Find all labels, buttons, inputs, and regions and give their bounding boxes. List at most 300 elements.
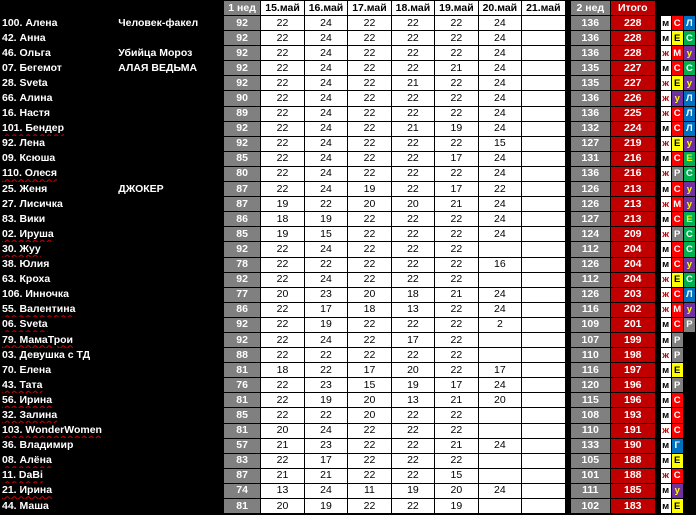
- day-score[interactable]: 21: [435, 287, 478, 302]
- day-score[interactable]: 22: [391, 46, 434, 61]
- day-score[interactable]: [522, 61, 565, 76]
- day-score[interactable]: 22: [261, 378, 304, 393]
- day-score[interactable]: 24: [478, 121, 521, 136]
- table-row[interactable]: [0, 121, 696, 136]
- day-score[interactable]: 22: [348, 121, 391, 136]
- day-score[interactable]: [522, 287, 565, 302]
- total-score[interactable]: 219: [611, 136, 655, 151]
- header-day[interactable]: 15.май: [261, 1, 304, 16]
- day-score[interactable]: [478, 242, 521, 257]
- week1-score[interactable]: 85: [223, 151, 260, 166]
- day-score[interactable]: 22: [391, 136, 434, 151]
- table-row[interactable]: [0, 76, 696, 91]
- day-score[interactable]: 17: [391, 332, 434, 347]
- table-row[interactable]: [0, 483, 696, 498]
- week2-score[interactable]: 116: [570, 363, 610, 378]
- day-score[interactable]: 22: [348, 423, 391, 438]
- day-score[interactable]: 22: [391, 182, 434, 197]
- day-score[interactable]: 22: [348, 453, 391, 468]
- day-score[interactable]: 24: [304, 106, 347, 121]
- week1-score[interactable]: 92: [223, 46, 260, 61]
- week2-score[interactable]: 115: [570, 393, 610, 408]
- total-score[interactable]: 190: [611, 438, 655, 453]
- day-score[interactable]: 22: [391, 212, 434, 227]
- table-row[interactable]: [0, 136, 696, 151]
- week2-score[interactable]: 116: [570, 302, 610, 317]
- day-score[interactable]: 24: [304, 121, 347, 136]
- day-score[interactable]: 13: [261, 483, 304, 498]
- week1-score[interactable]: 92: [223, 76, 260, 91]
- player-name[interactable]: 09. Ксюша: [0, 151, 118, 166]
- week2-score[interactable]: 136: [570, 46, 610, 61]
- day-score[interactable]: 24: [304, 31, 347, 46]
- player-name[interactable]: 16. Настя: [0, 106, 118, 121]
- day-score[interactable]: 24: [478, 61, 521, 76]
- day-score[interactable]: 22: [391, 499, 434, 514]
- header-week2[interactable]: 2 нед: [570, 1, 610, 16]
- table-row[interactable]: [0, 363, 696, 378]
- day-score[interactable]: [478, 272, 521, 287]
- day-score[interactable]: 24: [304, 151, 347, 166]
- day-score[interactable]: 17: [304, 302, 347, 317]
- day-score[interactable]: 18: [261, 212, 304, 227]
- week1-score[interactable]: 74: [223, 483, 260, 498]
- player-name[interactable]: 110. Олеся: [0, 166, 118, 181]
- total-score[interactable]: 196: [611, 378, 655, 393]
- day-score[interactable]: [522, 378, 565, 393]
- week2-score[interactable]: 124: [570, 227, 610, 242]
- day-score[interactable]: 24: [478, 151, 521, 166]
- week2-score[interactable]: 132: [570, 121, 610, 136]
- day-score[interactable]: 22: [391, 438, 434, 453]
- day-score[interactable]: 19: [391, 483, 434, 498]
- day-score[interactable]: 19: [348, 182, 391, 197]
- day-score[interactable]: 22: [391, 468, 434, 483]
- total-score[interactable]: 198: [611, 348, 655, 363]
- week2-score[interactable]: 136: [570, 106, 610, 121]
- player-name[interactable]: 46. Ольга: [0, 46, 118, 61]
- player-name[interactable]: 56. Ирина: [0, 393, 118, 408]
- day-score[interactable]: 24: [478, 227, 521, 242]
- day-score[interactable]: 22: [304, 348, 347, 363]
- week1-score[interactable]: 92: [223, 317, 260, 332]
- day-score[interactable]: 22: [348, 91, 391, 106]
- day-score[interactable]: [478, 408, 521, 423]
- week1-score[interactable]: 77: [223, 287, 260, 302]
- day-score[interactable]: 21: [435, 61, 478, 76]
- player-name[interactable]: 36. Владимир: [0, 438, 118, 453]
- day-score[interactable]: 20: [348, 287, 391, 302]
- total-score[interactable]: 202: [611, 302, 655, 317]
- day-score[interactable]: 22: [348, 438, 391, 453]
- day-score[interactable]: 22: [435, 31, 478, 46]
- day-score[interactable]: [478, 468, 521, 483]
- week1-score[interactable]: 92: [223, 242, 260, 257]
- day-score[interactable]: 22: [348, 31, 391, 46]
- day-score[interactable]: [522, 151, 565, 166]
- day-score[interactable]: [522, 227, 565, 242]
- day-score[interactable]: 22: [391, 31, 434, 46]
- player-name[interactable]: 66. Алина: [0, 91, 118, 106]
- day-score[interactable]: 22: [261, 408, 304, 423]
- day-score[interactable]: 22: [435, 257, 478, 272]
- day-score[interactable]: 22: [304, 363, 347, 378]
- day-score[interactable]: 22: [391, 348, 434, 363]
- total-score[interactable]: 209: [611, 227, 655, 242]
- player-name[interactable]: 103. WonderWomen: [0, 423, 118, 438]
- week1-score[interactable]: 87: [223, 197, 260, 212]
- day-score[interactable]: 19: [304, 499, 347, 514]
- week2-score[interactable]: 109: [570, 317, 610, 332]
- table-row[interactable]: [0, 287, 696, 302]
- day-score[interactable]: 2: [478, 317, 521, 332]
- player-name[interactable]: 03. Девушка с ТД: [0, 348, 118, 363]
- day-score[interactable]: [522, 136, 565, 151]
- total-score[interactable]: 227: [611, 61, 655, 76]
- day-score[interactable]: [522, 483, 565, 498]
- day-score[interactable]: 19: [391, 378, 434, 393]
- day-score[interactable]: 24: [478, 438, 521, 453]
- player-name[interactable]: 02. Ируша: [0, 227, 118, 242]
- day-score[interactable]: 20: [261, 287, 304, 302]
- day-score[interactable]: [522, 317, 565, 332]
- day-score[interactable]: [522, 31, 565, 46]
- day-score[interactable]: 20: [261, 499, 304, 514]
- day-score[interactable]: [522, 408, 565, 423]
- day-score[interactable]: 22: [435, 166, 478, 181]
- player-name[interactable]: 06. Sveta: [0, 317, 118, 332]
- day-score[interactable]: 20: [261, 423, 304, 438]
- day-score[interactable]: [522, 332, 565, 347]
- day-score[interactable]: [522, 212, 565, 227]
- day-score[interactable]: 22: [261, 76, 304, 91]
- table-row[interactable]: [0, 227, 696, 242]
- day-score[interactable]: 21: [435, 197, 478, 212]
- player-name[interactable]: 28. Sveta: [0, 76, 118, 91]
- week2-score[interactable]: 110: [570, 423, 610, 438]
- week2-score[interactable]: 102: [570, 499, 610, 514]
- table-row[interactable]: [0, 453, 696, 468]
- week1-score[interactable]: 85: [223, 227, 260, 242]
- day-score[interactable]: 22: [348, 332, 391, 347]
- day-score[interactable]: 22: [348, 76, 391, 91]
- day-score[interactable]: [522, 272, 565, 287]
- day-score[interactable]: 22: [348, 106, 391, 121]
- day-score[interactable]: 13: [391, 393, 434, 408]
- week1-score[interactable]: 86: [223, 302, 260, 317]
- day-score[interactable]: 21: [391, 76, 434, 91]
- day-score[interactable]: 22: [261, 106, 304, 121]
- day-score[interactable]: 22: [261, 121, 304, 136]
- week1-score[interactable]: 76: [223, 378, 260, 393]
- day-score[interactable]: 24: [478, 46, 521, 61]
- day-score[interactable]: 22: [261, 393, 304, 408]
- day-score[interactable]: 16: [478, 257, 521, 272]
- day-score[interactable]: [478, 332, 521, 347]
- table-row[interactable]: [0, 106, 696, 121]
- day-score[interactable]: 21: [304, 468, 347, 483]
- day-score[interactable]: 19: [435, 499, 478, 514]
- total-score[interactable]: 225: [611, 106, 655, 121]
- total-score[interactable]: 216: [611, 151, 655, 166]
- day-score[interactable]: 24: [304, 166, 347, 181]
- week2-score[interactable]: 101: [570, 468, 610, 483]
- day-score[interactable]: [522, 257, 565, 272]
- total-score[interactable]: 188: [611, 453, 655, 468]
- total-score[interactable]: 203: [611, 287, 655, 302]
- table-row[interactable]: [0, 31, 696, 46]
- day-score[interactable]: 17: [478, 363, 521, 378]
- day-score[interactable]: [522, 242, 565, 257]
- day-score[interactable]: 19: [304, 317, 347, 332]
- day-score[interactable]: 23: [304, 287, 347, 302]
- day-score[interactable]: [522, 393, 565, 408]
- table-row[interactable]: [0, 16, 696, 31]
- day-score[interactable]: 22: [435, 453, 478, 468]
- day-score[interactable]: [522, 453, 565, 468]
- table-row[interactable]: [0, 438, 696, 453]
- week2-score[interactable]: 131: [570, 151, 610, 166]
- total-score[interactable]: 226: [611, 91, 655, 106]
- day-score[interactable]: 22: [348, 317, 391, 332]
- total-score[interactable]: 213: [611, 212, 655, 227]
- week1-score[interactable]: 85: [223, 408, 260, 423]
- day-score[interactable]: 22: [391, 16, 434, 31]
- day-score[interactable]: 22: [435, 363, 478, 378]
- day-score[interactable]: 22: [261, 166, 304, 181]
- week1-score[interactable]: 81: [223, 499, 260, 514]
- week2-score[interactable]: 112: [570, 272, 610, 287]
- player-name[interactable]: 101. Бендер: [0, 121, 118, 136]
- day-score[interactable]: 11: [348, 483, 391, 498]
- table-row[interactable]: [0, 166, 696, 181]
- day-score[interactable]: 22: [304, 197, 347, 212]
- player-name[interactable]: 83. Вики: [0, 212, 118, 227]
- day-score[interactable]: 22: [348, 499, 391, 514]
- week2-score[interactable]: 111: [570, 483, 610, 498]
- table-row[interactable]: [0, 91, 696, 106]
- week1-score[interactable]: 92: [223, 61, 260, 76]
- day-score[interactable]: 20: [348, 393, 391, 408]
- day-score[interactable]: 18: [261, 363, 304, 378]
- day-score[interactable]: 22: [435, 227, 478, 242]
- day-score[interactable]: [522, 166, 565, 181]
- day-score[interactable]: 22: [261, 151, 304, 166]
- day-score[interactable]: 22: [261, 257, 304, 272]
- table-row[interactable]: [0, 257, 696, 272]
- day-score[interactable]: 22: [435, 76, 478, 91]
- day-score[interactable]: [522, 182, 565, 197]
- total-score[interactable]: 228: [611, 31, 655, 46]
- day-score[interactable]: 22: [348, 166, 391, 181]
- day-score[interactable]: 22: [391, 106, 434, 121]
- table-row[interactable]: [0, 317, 696, 332]
- day-score[interactable]: 22: [348, 46, 391, 61]
- day-score[interactable]: 22: [261, 348, 304, 363]
- day-score[interactable]: 22: [391, 408, 434, 423]
- day-score[interactable]: 22: [435, 408, 478, 423]
- day-score[interactable]: 22: [435, 302, 478, 317]
- day-score[interactable]: 24: [478, 16, 521, 31]
- day-score[interactable]: 20: [435, 483, 478, 498]
- day-score[interactable]: 22: [348, 212, 391, 227]
- week1-score[interactable]: 92: [223, 31, 260, 46]
- day-score[interactable]: 21: [391, 121, 434, 136]
- day-score[interactable]: 21: [435, 438, 478, 453]
- total-score[interactable]: 183: [611, 499, 655, 514]
- week1-score[interactable]: 87: [223, 468, 260, 483]
- week1-score[interactable]: 92: [223, 121, 260, 136]
- week1-score[interactable]: 86: [223, 212, 260, 227]
- day-score[interactable]: 24: [478, 106, 521, 121]
- week2-score[interactable]: 136: [570, 91, 610, 106]
- week1-score[interactable]: 57: [223, 438, 260, 453]
- week1-score[interactable]: 87: [223, 182, 260, 197]
- day-score[interactable]: 22: [391, 151, 434, 166]
- total-score[interactable]: 201: [611, 317, 655, 332]
- day-score[interactable]: 22: [304, 257, 347, 272]
- week2-score[interactable]: 135: [570, 61, 610, 76]
- week1-score[interactable]: 92: [223, 16, 260, 31]
- player-name[interactable]: 79. МамаТрои: [0, 332, 118, 347]
- week2-score[interactable]: 126: [570, 182, 610, 197]
- day-score[interactable]: 24: [304, 91, 347, 106]
- week1-score[interactable]: 78: [223, 257, 260, 272]
- day-score[interactable]: 22: [261, 182, 304, 197]
- day-score[interactable]: [522, 197, 565, 212]
- player-name[interactable]: 70. Елена: [0, 363, 118, 378]
- day-score[interactable]: 22: [435, 46, 478, 61]
- day-score[interactable]: 19: [435, 121, 478, 136]
- day-score[interactable]: [522, 348, 565, 363]
- table-row[interactable]: [0, 272, 696, 287]
- total-score[interactable]: 196: [611, 393, 655, 408]
- table-row[interactable]: [0, 212, 696, 227]
- player-name[interactable]: 08. Алёна: [0, 453, 118, 468]
- day-score[interactable]: 22: [435, 212, 478, 227]
- day-score[interactable]: 22: [348, 242, 391, 257]
- day-score[interactable]: 22: [261, 31, 304, 46]
- day-score[interactable]: 17: [435, 378, 478, 393]
- player-name[interactable]: 38. Юлия: [0, 257, 118, 272]
- player-name[interactable]: 30. Жуу: [0, 242, 118, 257]
- day-score[interactable]: 22: [348, 227, 391, 242]
- day-score[interactable]: 22: [348, 16, 391, 31]
- day-score[interactable]: 22: [391, 317, 434, 332]
- day-score[interactable]: 24: [304, 332, 347, 347]
- table-row[interactable]: [0, 46, 696, 61]
- total-score[interactable]: 199: [611, 332, 655, 347]
- day-score[interactable]: [478, 348, 521, 363]
- day-score[interactable]: 17: [304, 453, 347, 468]
- day-score[interactable]: 22: [348, 151, 391, 166]
- player-name[interactable]: 42. Анна: [0, 31, 118, 46]
- total-score[interactable]: 204: [611, 242, 655, 257]
- total-score[interactable]: 193: [611, 408, 655, 423]
- week2-score[interactable]: 136: [570, 31, 610, 46]
- week1-score[interactable]: 92: [223, 136, 260, 151]
- day-score[interactable]: 24: [478, 76, 521, 91]
- table-row[interactable]: [0, 348, 696, 363]
- header-day[interactable]: 20.май: [478, 1, 521, 16]
- day-score[interactable]: 15: [348, 378, 391, 393]
- day-score[interactable]: 23: [304, 378, 347, 393]
- day-score[interactable]: 21: [435, 393, 478, 408]
- day-score[interactable]: [478, 499, 521, 514]
- day-score[interactable]: 22: [261, 61, 304, 76]
- day-score[interactable]: [522, 363, 565, 378]
- day-score[interactable]: 22: [348, 136, 391, 151]
- day-score[interactable]: 17: [348, 363, 391, 378]
- day-score[interactable]: 22: [435, 242, 478, 257]
- week2-score[interactable]: 105: [570, 453, 610, 468]
- header-week1[interactable]: 1 нед: [223, 1, 260, 16]
- day-score[interactable]: 22: [435, 16, 478, 31]
- day-score[interactable]: 19: [261, 197, 304, 212]
- week2-score[interactable]: 126: [570, 287, 610, 302]
- day-score[interactable]: 22: [435, 423, 478, 438]
- week2-score[interactable]: 136: [570, 166, 610, 181]
- day-score[interactable]: 22: [391, 272, 434, 287]
- day-score[interactable]: 22: [261, 46, 304, 61]
- day-score[interactable]: 22: [348, 348, 391, 363]
- total-score[interactable]: 188: [611, 468, 655, 483]
- day-score[interactable]: 24: [304, 76, 347, 91]
- week2-score[interactable]: 127: [570, 136, 610, 151]
- total-score[interactable]: 216: [611, 166, 655, 181]
- table-row[interactable]: [0, 423, 696, 438]
- day-score[interactable]: 22: [261, 453, 304, 468]
- day-score[interactable]: 24: [304, 182, 347, 197]
- day-score[interactable]: 22: [261, 332, 304, 347]
- day-score[interactable]: 21: [261, 468, 304, 483]
- day-score[interactable]: 20: [391, 363, 434, 378]
- day-score[interactable]: 15: [478, 136, 521, 151]
- total-score[interactable]: 213: [611, 197, 655, 212]
- day-score[interactable]: 22: [391, 423, 434, 438]
- day-score[interactable]: 22: [348, 257, 391, 272]
- week2-score[interactable]: 112: [570, 242, 610, 257]
- day-score[interactable]: 24: [478, 31, 521, 46]
- player-name[interactable]: 43. Тата: [0, 378, 118, 393]
- day-score[interactable]: 24: [478, 212, 521, 227]
- day-score[interactable]: 15: [304, 227, 347, 242]
- day-score[interactable]: 21: [261, 438, 304, 453]
- week2-score[interactable]: 107: [570, 332, 610, 347]
- week1-score[interactable]: 88: [223, 348, 260, 363]
- total-score[interactable]: 227: [611, 76, 655, 91]
- header-day[interactable]: 17.май: [348, 1, 391, 16]
- day-score[interactable]: [522, 302, 565, 317]
- table-row[interactable]: [0, 61, 696, 76]
- day-score[interactable]: 22: [348, 272, 391, 287]
- table-row[interactable]: [0, 151, 696, 166]
- day-score[interactable]: 22: [261, 91, 304, 106]
- total-score[interactable]: 204: [611, 272, 655, 287]
- day-score[interactable]: 22: [435, 91, 478, 106]
- header-day[interactable]: 21.май: [522, 1, 565, 16]
- total-score[interactable]: 228: [611, 16, 655, 31]
- table-row[interactable]: [0, 378, 696, 393]
- week2-score[interactable]: 135: [570, 76, 610, 91]
- day-score[interactable]: 22: [261, 272, 304, 287]
- day-score[interactable]: 22: [261, 242, 304, 257]
- day-score[interactable]: 22: [391, 166, 434, 181]
- week1-score[interactable]: 92: [223, 332, 260, 347]
- day-score[interactable]: 22: [391, 242, 434, 257]
- day-score[interactable]: 22: [435, 348, 478, 363]
- day-score[interactable]: 24: [304, 46, 347, 61]
